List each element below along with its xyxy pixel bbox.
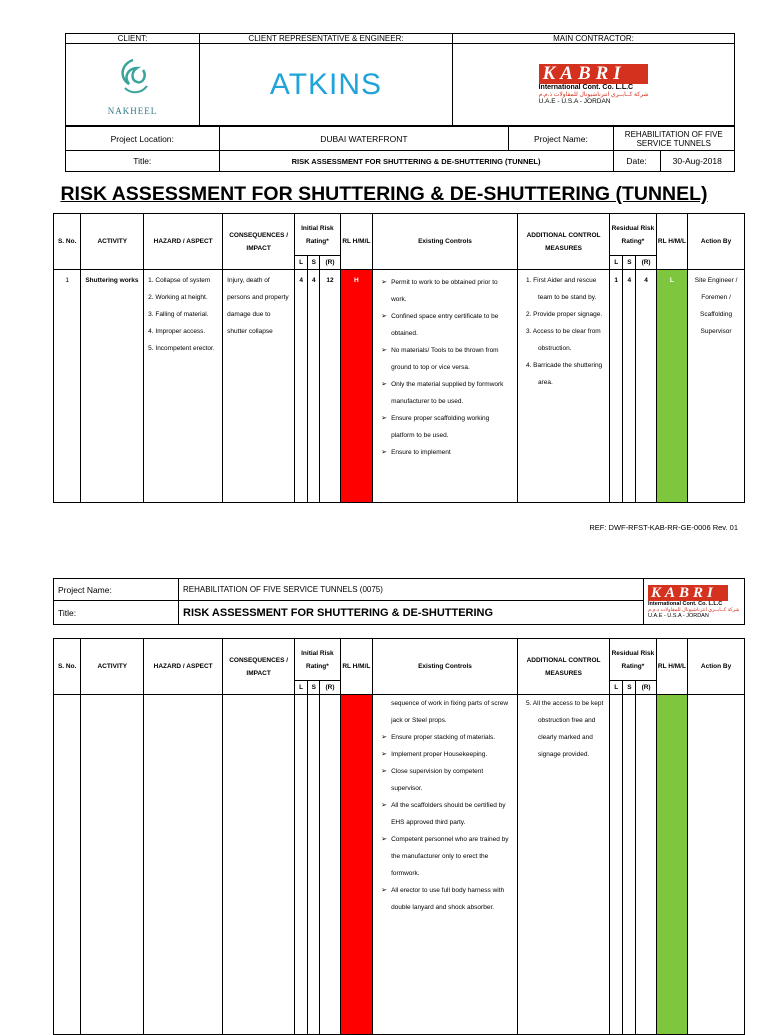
kabri-wordmark: KABRI xyxy=(539,64,649,84)
main-contractor-label: MAIN CONTRACTOR: xyxy=(453,34,735,44)
p2-init-s-header: S xyxy=(308,681,320,695)
nakheel-logo xyxy=(66,44,200,126)
row-res-rl-low: L xyxy=(656,270,687,503)
page2-risk-table xyxy=(53,638,745,1035)
client-rep-label: CLIENT REPRESENTATIVE & ENGINEER: xyxy=(200,34,453,44)
init-l-header: L xyxy=(295,256,308,270)
additional-control-item: 1. First Aider and rescue team to be stand by. xyxy=(525,277,597,301)
row-init-s: 4 xyxy=(308,270,320,503)
date-value: 30-Aug-2018 xyxy=(660,151,735,172)
col-residual-header: Residual Risk Rating* xyxy=(610,214,657,256)
existing-control-item: ➢ Close supervision by competent supervisor. xyxy=(377,763,513,797)
p2-col-consequences-header: CONSEQUENCES / IMPACT xyxy=(223,639,295,695)
existing-control-item: ➢ Competent personnel who are trained by the manufacturer only to erect the formwork. xyxy=(377,831,513,882)
document-reference: REF: DWF-RFST-KAB-RR-GE-0006 Rev. 01 xyxy=(589,523,738,532)
additional-control-item: 4. Barricade the shuttering area. xyxy=(525,362,603,386)
page2-title-value: RISK ASSESSMENT FOR SHUTTERING & DE-SHUTTERING xyxy=(179,601,644,625)
page2-kabri-logo xyxy=(644,579,745,625)
date-label: Date: xyxy=(613,151,660,172)
page2-kabri-subtitle: International Cont. Co. L.L.C xyxy=(648,600,723,607)
p2-rl-high-cell xyxy=(340,695,372,1035)
p2-res-s-header: S xyxy=(623,681,636,695)
row-sno: 1 xyxy=(54,270,81,503)
p2-col-sno-header: S. No. xyxy=(54,639,81,695)
kabri-logo xyxy=(453,44,735,126)
col-hazard-header: HAZARD / ASPECT xyxy=(144,214,223,270)
p2-col-initial-header: Initial Risk Rating* xyxy=(295,639,341,681)
p2-init-l-header: L xyxy=(295,681,308,695)
hazard-item: 5. Incompetent erector. xyxy=(148,345,215,352)
kabri-arabic: شركة كــابــري انترناشيونال للمقاولات ذ.م.م xyxy=(538,92,649,98)
existing-control-item: ➢ No materials/ Tools to be thrown from ground to top or vice versa. xyxy=(377,342,513,376)
nakheel-wordmark: NAKHEEL xyxy=(107,105,158,116)
row-activity: Shuttering works xyxy=(81,270,144,503)
row-init-l: 4 xyxy=(295,270,308,503)
table-row xyxy=(54,695,745,1035)
page2-project-label: Project Name: xyxy=(54,579,179,601)
p2-col-additional-header: ADDITIONAL CONTROL MEASURES xyxy=(517,639,609,695)
atkins-logo xyxy=(200,44,453,126)
col-initial-header: Initial Risk Rating* xyxy=(295,214,341,256)
risk-table xyxy=(53,213,745,503)
existing-control-continued: sequence of work in fixing parts of screw jack or Steel props. xyxy=(391,700,509,724)
existing-control-item: ➢ Only the material supplied by formwork manufacturer to be used. xyxy=(377,376,513,410)
p2-res-r-header: (R) xyxy=(636,681,656,695)
row-additional-controls xyxy=(517,270,609,503)
hazard-item: 1. Collapse of system xyxy=(148,277,211,284)
p2-init-r-header: (R) xyxy=(320,681,340,695)
nakheel-emblem-icon xyxy=(103,54,163,104)
existing-control-item: ➢ Ensure proper stacking of materials. xyxy=(377,729,513,746)
col-existing-header: Existing Controls xyxy=(373,214,518,270)
p2-col-hazard-header: HAZARD / ASPECT xyxy=(144,639,223,695)
existing-control-item: ➢ Implement proper Housekeeping. xyxy=(377,746,513,763)
title-label: Title: xyxy=(66,151,220,172)
header-table xyxy=(65,33,735,126)
p2-col-residual-header: Residual Risk Rating* xyxy=(610,639,657,681)
existing-control-item: ➢ Confined space entry certificate to be obtained. xyxy=(377,308,513,342)
kabri-locations: U.A.E - U.S.A - JORDAN xyxy=(538,98,611,105)
project-location-label: Project Location: xyxy=(66,127,220,151)
project-name-value: REHABILITATION OF FIVE SERVICE TUNNELS xyxy=(613,127,734,151)
page2-kabri-locations: U.A.E - U.S.A - JORDAN xyxy=(648,612,709,619)
page2-project-value: REHABILITATION OF FIVE SERVICE TUNNELS (0075) xyxy=(179,579,644,601)
row-rl-high: H xyxy=(340,270,372,503)
p2-existing-controls xyxy=(373,695,518,1035)
col-action-header: Action By xyxy=(688,214,745,270)
existing-control-item: ➢ Ensure proper scaffolding working platform to be used. xyxy=(377,410,513,444)
col-consequences-header: CONSEQUENCES / IMPACT xyxy=(223,214,295,270)
p2-col-activity-header: ACTIVITY xyxy=(81,639,144,695)
page2-header-table xyxy=(53,578,745,625)
res-l-header: L xyxy=(610,256,623,270)
additional-control-item: 5. All the access to be kept obstruction free and clearly marked and signage provided. xyxy=(525,700,604,758)
row-res-s: 4 xyxy=(623,270,636,503)
additional-control-item: 3. Access to be clear from obstruction. xyxy=(525,328,601,352)
p2-additional-controls xyxy=(517,695,609,1035)
col-sno-header: S. No. xyxy=(54,214,81,270)
additional-control-item: 2. Provide proper signage. xyxy=(525,311,603,318)
page2-kabri-wordmark: KABRI xyxy=(648,585,728,601)
row-consequence: Injury, death of persons and property damage due to shutter collapse xyxy=(223,270,295,503)
client-label: CLIENT: xyxy=(66,34,200,44)
res-r-header: (R) xyxy=(636,256,656,270)
table-row xyxy=(54,270,745,503)
atkins-wordmark: ATKINS xyxy=(269,67,383,101)
hazard-item: 2. Working at height. xyxy=(148,294,208,301)
existing-control-item: ➢ All erector to use full body harness with double lanyard and shock absorber. xyxy=(377,882,513,916)
init-s-header: S xyxy=(308,256,320,270)
existing-control-item: ➢ Permit to work to be obtained prior to work. xyxy=(377,274,513,308)
row-action-by: Site Engineer / Foremen / Scaffolding Supervisor xyxy=(688,270,745,503)
hazard-item: 4. Improper access. xyxy=(148,328,206,335)
res-s-header: S xyxy=(623,256,636,270)
col-activity-header: ACTIVITY xyxy=(81,214,144,270)
row-res-l: 1 xyxy=(610,270,623,503)
page2-kabri-arabic: شركة كــابــري انترناشيونال للمقاولات ذ.م.م xyxy=(648,606,740,613)
p2-col-action-header: Action By xyxy=(688,639,745,695)
row-res-r: 4 xyxy=(636,270,656,503)
col-additional-header: ADDITIONAL CONTROL MEASURES xyxy=(517,214,609,270)
existing-control-item: ➢ Ensure to implement xyxy=(377,444,513,461)
title-value: RISK ASSESSMENT FOR SHUTTERING & DE-SHUTTERING (TUNNEL) xyxy=(219,151,613,172)
p2-col-rl-header: RL H/M/L xyxy=(340,639,372,695)
project-location-value: DUBAI WATERFRONT xyxy=(219,127,509,151)
init-r-header: (R) xyxy=(320,256,340,270)
col-res-rl-header: RL H/M/L xyxy=(656,214,687,270)
p2-col-res-rl-header: RL H/M/L xyxy=(656,639,687,695)
hazard-item: 3. Falling of material. xyxy=(148,311,209,318)
col-rl-header: RL H/M/L xyxy=(340,214,372,270)
row-init-r: 12 xyxy=(320,270,340,503)
p2-res-rl-low-cell xyxy=(656,695,687,1035)
existing-control-item: ➢ All the scaffolders should be certified by EHS approved third party. xyxy=(377,797,513,831)
row-hazards xyxy=(144,270,223,503)
p2-col-existing-header: Existing Controls xyxy=(373,639,518,695)
p2-res-l-header: L xyxy=(610,681,623,695)
kabri-subtitle: International Cont. Co. L.L.C xyxy=(538,84,634,91)
project-info-table xyxy=(65,126,735,172)
project-name-label: Project Name: xyxy=(509,127,613,151)
page2-title-label: Title: xyxy=(54,601,179,625)
page-title: RISK ASSESSMENT FOR SHUTTERING & DE-SHUTTERING (TUNNEL) xyxy=(60,183,708,205)
row-existing-controls xyxy=(373,270,518,503)
